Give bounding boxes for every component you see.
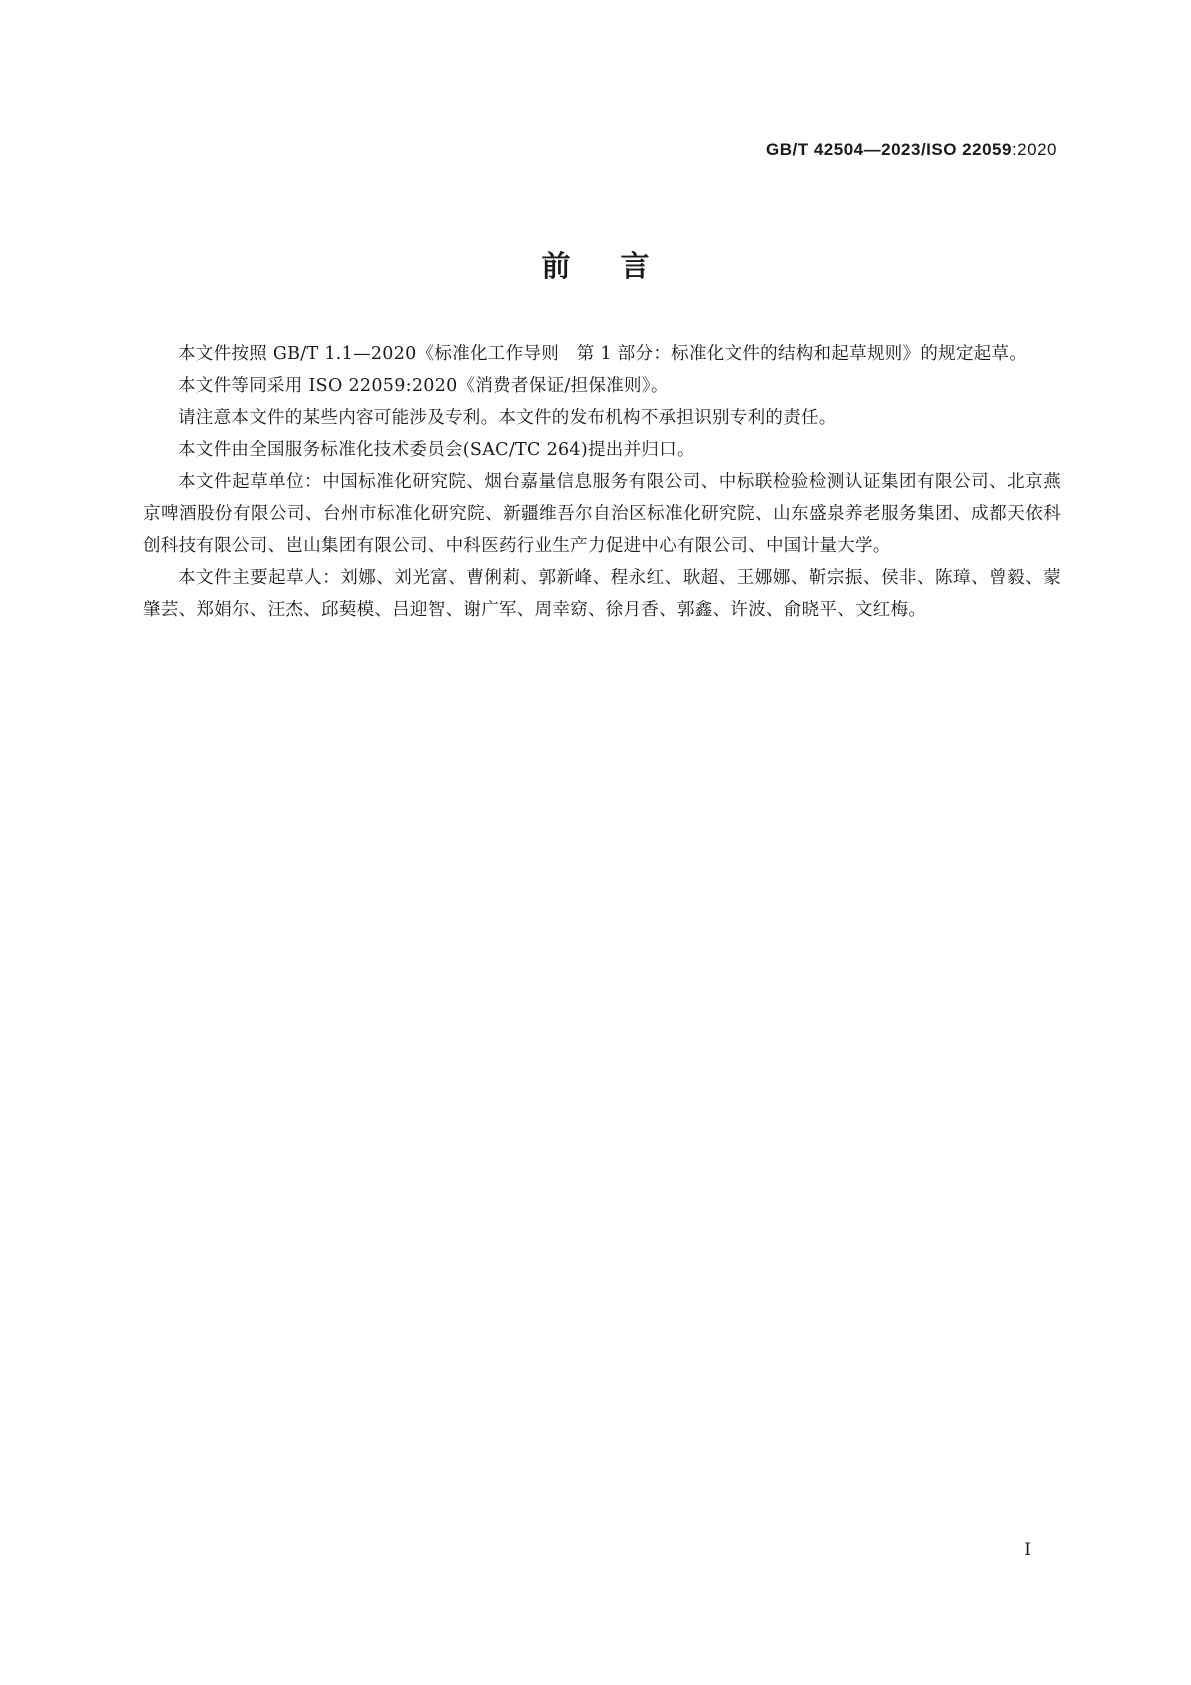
foreword-body xyxy=(143,338,1061,626)
standard-number xyxy=(766,140,1057,160)
paragraph-drafting-units: 本文件起草单位：中国标准化研究院、烟台嘉量信息服务有限公司、中标联检验检测认证集团有限公司、北京燕京啤酒股份有限公司、台州市标准化研究院、新疆维吾尔自治区标准化研究院、山东盛泉养老服务集团、成都天依科创科技有限公司、岜山集团有限公司、中科医药行业生产力促进中心有限公司、中国计量大学。 xyxy=(143,472,1061,556)
paragraph-proposer: 本文件由全国服务标准化技术委员会(SAC/TC 264)提出并归口。 xyxy=(178,440,695,460)
paragraph-drafters: 本文件主要起草人：刘娜、刘光富、曹俐莉、郭新峰、程永红、耿超、王娜娜、靳宗振、侯非、陈璋、曾毅、蒙肇芸、郑娟尔、汪杰、邱葜模、吕迎智、谢广军、周幸窈、徐月香、郭鑫、许波、俞晓平、文红梅。 xyxy=(143,568,1061,620)
standard-number-year: :2020 xyxy=(1011,140,1057,159)
standard-number-main: GB/T 42504—2023/ISO 22059 xyxy=(766,140,1012,159)
page-title: 前言 xyxy=(541,249,700,283)
paragraph-adoption: 本文件等同采用 ISO 22059:2020《消费者保证/担保准则》。 xyxy=(178,376,669,396)
paragraph-drafting-rules: 本文件按照 GB/T 1.1—2020《标准化工作导则 第 1 部分：标准化文件的结构和起草规则》的规定起草。 xyxy=(178,344,1028,364)
page-number: I xyxy=(1024,1540,1031,1560)
paragraph-patent-notice: 请注意本文件的某些内容可能涉及专利。本文件的发布机构不承担识别专利的责任。 xyxy=(178,408,837,428)
